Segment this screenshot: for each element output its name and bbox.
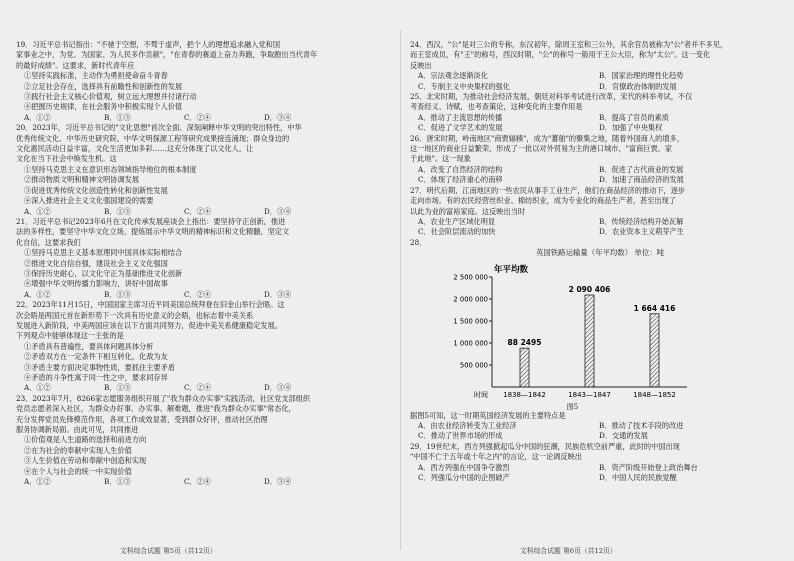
q23-option-c[interactable]: C．②④ bbox=[184, 477, 212, 487]
q19-options bbox=[16, 113, 392, 123]
bar bbox=[585, 295, 594, 387]
q19-item: ①坚持实践标准，主动作为勇担使命奋斗青春 bbox=[24, 71, 168, 81]
q20-item: ③促进优秀传统文化创造性转化和创新性发展 bbox=[24, 185, 168, 195]
q20-option-c[interactable]: C．②④ bbox=[184, 206, 212, 216]
q23-line: 党员志愿者深入社区，为群众办好事、办实事、解难题，推进"我为群众办实事"常态化， bbox=[16, 404, 296, 414]
question-22 bbox=[16, 300, 392, 394]
q19-item: ②立足社会存在，选择具有前瞻性和创新性的发展 bbox=[24, 81, 183, 91]
q22-item: ②矛盾双方在一定条件下相互转化，化敌为友 bbox=[24, 352, 168, 362]
x-tick-label: 1838—1842 bbox=[503, 390, 546, 399]
q28-option-d[interactable]: D．交通的发展 bbox=[599, 431, 648, 441]
q24-option-d[interactable]: D．官僚政治体制的发展 bbox=[599, 81, 677, 91]
column-divider bbox=[400, 30, 401, 550]
q19-line: 的最好成绩"。这要求，新时代青年应 bbox=[16, 60, 135, 70]
question-23 bbox=[16, 394, 392, 488]
q19-option-b[interactable]: B．①③ bbox=[104, 112, 131, 122]
chart-container bbox=[450, 261, 695, 411]
q19-line: 家事业之中，为党、为国家、为人民多作贡献"，"在青春的赛道上奋力奔跑，争取跑出当代青年 bbox=[16, 50, 318, 60]
q24-line: 24．西汉，"公"是对三公的专称，东汉初年，除周王室和三公外，其余官员被称为"公"者并不多见， bbox=[410, 40, 728, 49]
q27-option-a[interactable]: A．农业生产区域化明显 bbox=[418, 216, 496, 226]
q19-item: ④把握历史规律，在社会服务中积极实现个人价值 bbox=[24, 102, 183, 112]
question-26 bbox=[410, 134, 780, 186]
q29-line: "中国不亡于五年或十年之内"的言论，这一论调反映出 bbox=[410, 452, 582, 462]
q22-option-d[interactable]: D．③④ bbox=[264, 383, 292, 393]
q21-option-a[interactable]: A．①② bbox=[24, 289, 51, 299]
q24-options bbox=[410, 71, 780, 92]
q19-line: 19．习近平总书记指出："不驰于空想，不骛于虚声，把个人的理想追求融入党和国 bbox=[16, 40, 281, 49]
y-tick-label: 2 000 000 bbox=[453, 295, 488, 304]
q24-line: 反映出 bbox=[410, 60, 432, 70]
q21-item: ②推进文化自信自强，建设社会主义文化强国 bbox=[24, 258, 168, 268]
chart-caption: 图5 bbox=[566, 402, 579, 411]
q24-option-c[interactable]: C．专制主义中央集权的强化 bbox=[418, 81, 510, 91]
bar bbox=[650, 313, 659, 386]
bar-value-label: 1 664 416 bbox=[633, 303, 676, 313]
x-tick-label: 1848—1852 bbox=[633, 390, 676, 399]
q20-line: 优秀传统文化、中华历史研究院、中华文明探源工程等研究成果接连涌现；群众身边的 bbox=[16, 133, 290, 143]
question-20 bbox=[16, 123, 392, 217]
q25-line: 考查经义、诗赋，也考查策论，这种变化的主要作用是 bbox=[410, 102, 583, 112]
q22-option-b[interactable]: B．①③ bbox=[104, 383, 131, 393]
q20-options bbox=[16, 207, 392, 217]
q25-option-d[interactable]: D．加强了中央集权 bbox=[599, 123, 663, 133]
bar-value-label: 88 2495 bbox=[507, 337, 542, 347]
q19-item: ③践行社会主义核心价值观，树立远大理想并付诸行动 bbox=[24, 92, 197, 102]
q25-option-c[interactable]: C．促进了文学艺术的发展 bbox=[418, 123, 503, 133]
x-axis-label: 时间 bbox=[474, 390, 488, 399]
q19-option-d[interactable]: D．③④ bbox=[264, 112, 292, 122]
q28-option-b[interactable]: B．推动了技术手段的改进 bbox=[599, 420, 684, 430]
q22-line: 发展进入新阶段，中美两国应该在以下方面共同努力，促进中美关系健康稳定发展。 bbox=[16, 320, 282, 330]
q24-option-b[interactable]: B．国家治理的理性化趋势 bbox=[599, 71, 684, 81]
q20-option-d[interactable]: D．③④ bbox=[264, 206, 292, 216]
q29-option-b[interactable]: B．资产阶级开始登上政治舞台 bbox=[599, 462, 698, 472]
bar-value-label: 2 090 406 bbox=[568, 284, 611, 294]
q28-line: 据图5可知，这一时期英国经济发展的主要特点是 bbox=[410, 410, 566, 420]
q23-line: 23．2023年7月，8266家志愿服务组织开展了"我为群众办实事"实践活动，社区党支部组织 bbox=[16, 393, 311, 403]
bar-chart bbox=[450, 261, 695, 401]
q20-item: ①坚持马克思主义在意识形态领域指导地位的根本制度 bbox=[24, 164, 197, 174]
y-tick-label: 500 000 bbox=[459, 361, 488, 370]
q20-line: 文化惠民活动日益丰富，文化生活更加多彩……这充分体现了以文化人，让 bbox=[16, 144, 254, 154]
q27-option-d[interactable]: D．农业资本主义萌芽产生 bbox=[599, 227, 684, 237]
q23-item: ②在为社会的奉献中实现人生价值 bbox=[24, 445, 132, 455]
q19-option-c[interactable]: C．②④ bbox=[184, 112, 212, 122]
q23-item: ③人生价值在劳动和奉献中创造和实现 bbox=[24, 456, 147, 466]
q26-option-d[interactable]: D．加速了商品经济的发展 bbox=[599, 175, 684, 185]
y-axis-label: 年平均数 bbox=[494, 264, 529, 275]
page-footer-right: 文科综合试题 第6页（共12页） bbox=[520, 547, 617, 555]
left-column bbox=[16, 40, 392, 487]
y-tick-label: 1 500 000 bbox=[453, 317, 488, 326]
q29-option-a[interactable]: A．西方列强在中国争夺激烈 bbox=[418, 462, 510, 472]
q21-line: 化自信，这要求我们 bbox=[16, 237, 81, 247]
q23-line: 服务协调新局面。由此可见，共同推进 bbox=[16, 425, 139, 435]
q20-option-a[interactable]: A．①② bbox=[24, 206, 51, 216]
q27-option-c[interactable]: C．社会阶层流动的加快 bbox=[418, 227, 496, 237]
q20-line: 文化在当下社会中焕发生机。这 bbox=[16, 154, 117, 164]
q29-line: 29．19世纪末，西方列强掀起瓜分中国的狂潮，民族危机空前严重，此时的中国出现 bbox=[410, 441, 680, 451]
q25-option-b[interactable]: B．提高了官员的素质 bbox=[599, 112, 669, 122]
q22-item: ④矛盾的斗争性寓于同一性之中，要求同存异 bbox=[24, 373, 168, 382]
q20-line: 20．2023年，习近平总书记的"文化思想"首次全面、深刻阐释中华文明的突出特性，中华 bbox=[16, 123, 302, 133]
q28-option-a[interactable]: A．由农业经济转变为工业经济 bbox=[418, 420, 517, 430]
q26-option-c[interactable]: C．体现了经济重心的南移 bbox=[418, 175, 503, 185]
q22-item: ③矛盾主要方面决定事物性质，要抓住主要矛盾 bbox=[24, 362, 175, 372]
q20-item: ④深入推进社会主义文化强国建设的需要 bbox=[24, 196, 154, 206]
y-tick-label: 2 500 000 bbox=[453, 273, 488, 282]
q23-option-a[interactable]: A．①② bbox=[24, 477, 51, 487]
q22-line: 次会晤是两国元首在新形势下一次具有历史意义的会晤，也标志着中美关系 bbox=[16, 310, 254, 320]
q27-line: 走向市场。有的农民经营丝织业、棉纺织业，成为专业化的商品生产者，甚至出现了 bbox=[410, 196, 676, 206]
q28-option-c[interactable]: C．推动了世界市场的形成 bbox=[418, 431, 503, 441]
page-footer-left: 文科综合试题 第5页（共12页） bbox=[120, 547, 217, 555]
q22-option-c[interactable]: C．②④ bbox=[184, 383, 212, 393]
q27-option-b[interactable]: B．传统经济结构开始瓦解 bbox=[599, 216, 684, 226]
q21-option-d[interactable]: D．③④ bbox=[264, 289, 292, 299]
q22-line: 下列观点中能够体现这一主张的是 bbox=[16, 331, 124, 341]
q29-option-d[interactable]: D．中国人民的民族觉醒 bbox=[599, 472, 677, 482]
q21-line: 21．习近平总书记2023年6月在文化传承发展座谈会上指出：要坚持守正创新，推进 bbox=[16, 216, 286, 226]
q22-item: ①矛盾具有普遍性，要具体问题具体分析 bbox=[24, 341, 154, 351]
x-tick-label: 1843—1847 bbox=[568, 390, 611, 399]
q23-option-d[interactable]: D．③④ bbox=[264, 477, 292, 487]
q22-option-a[interactable]: A．①② bbox=[24, 383, 51, 393]
q22-options bbox=[16, 383, 392, 393]
q29-options bbox=[410, 463, 780, 484]
y-tick-label: 1 000 000 bbox=[453, 339, 488, 348]
q26-line: 26．唐宋时期，岭南地区"商贾辐辏"，成为"蕃舶"的聚集之地，随着外国商人的增多， bbox=[410, 133, 684, 143]
q26-line: 这一地区的商业日益繁荣，形成了一批以对外贸易为主的港口城市，"富商巨贾，家 bbox=[410, 144, 673, 154]
q27-options bbox=[410, 217, 780, 238]
q25-options bbox=[410, 113, 780, 134]
q21-item: ③保持历史耐心，以文化守正为基础推进文化创新 bbox=[24, 268, 183, 278]
q21-line: 法的多样性，要坚守中华文化立场，提炼展示中华文明的精神标识和文化精髓，坚定文 bbox=[16, 227, 290, 237]
question-27 bbox=[410, 186, 780, 238]
q22-line: 22．2023年11月15日，中国国家主席习近平同美国总统拜登在旧金山举行会晤。这 bbox=[16, 300, 285, 310]
question-25 bbox=[410, 92, 780, 134]
q25-line: 25．北宋时期，为推动社会经济发展，朝廷对科举考试进行改革，宋代的科举考试，不仅 bbox=[410, 92, 693, 102]
q23-option-b[interactable]: B．①③ bbox=[104, 477, 131, 487]
q21-item: ①坚持马克思主义基本原理同中国具体实际相结合 bbox=[24, 248, 183, 258]
q23-item: ①价值观是人生道路的选择和前进方向 bbox=[24, 435, 147, 445]
question-28 bbox=[410, 238, 780, 442]
q27-line: 以此为业的富裕家庭。这反映出当时 bbox=[410, 206, 526, 216]
q20-option-b[interactable]: B．①③ bbox=[104, 206, 131, 216]
bar bbox=[520, 348, 529, 387]
q25-option-a[interactable]: A．推动了主流思想的传播 bbox=[418, 112, 503, 122]
q23-line: 充分发挥党员先锋模范作用，各项工作成效显著，受到群众好评，推动社区治理 bbox=[16, 414, 268, 424]
q28-number: 28． bbox=[410, 237, 427, 247]
right-column bbox=[410, 40, 780, 483]
q21-option-b[interactable]: B．①③ bbox=[104, 289, 131, 299]
q24-option-a[interactable]: A．宗法观念逐渐淡化 bbox=[418, 71, 488, 81]
q21-options bbox=[16, 290, 392, 300]
question-21 bbox=[16, 217, 392, 300]
q24-line: 而王室成员，有"王"的称号，西汉时期，"公"的称号一般用于王公大臣，称为"太公"。这一变化 bbox=[410, 50, 711, 60]
question-19 bbox=[16, 40, 392, 123]
q20-item: ②推动物质文明和精神文明协调发展 bbox=[24, 175, 140, 185]
question-29 bbox=[410, 442, 780, 484]
q21-item: ④增强中华文明传播力影响力，讲好中国故事 bbox=[24, 279, 168, 289]
q26-line: 于此地"。这一现象 bbox=[410, 154, 471, 164]
question-24 bbox=[410, 40, 780, 92]
q26-option-a[interactable]: A．改变了自然经济的结构 bbox=[418, 164, 503, 174]
q23-item: ④在个人与社会的统一中实现价值 bbox=[24, 466, 132, 476]
q28-options bbox=[410, 421, 780, 442]
q26-option-b[interactable]: B．促进了古代商业的发展 bbox=[599, 164, 684, 174]
q27-line: 27．明代后期，江南地区的一些农民从事手工业生产，他们在商品经济的推动下，逐步 bbox=[410, 185, 686, 195]
q26-options bbox=[410, 165, 780, 186]
q19-option-a[interactable]: A．①② bbox=[24, 112, 51, 122]
q29-option-c[interactable]: C．列强瓜分中国的企图破产 bbox=[418, 472, 510, 482]
q23-options bbox=[16, 477, 392, 487]
chart-title: 英国铁路运输量（年平均数） 单位：吨 bbox=[536, 248, 664, 258]
q21-option-c[interactable]: C．②④ bbox=[184, 289, 212, 299]
